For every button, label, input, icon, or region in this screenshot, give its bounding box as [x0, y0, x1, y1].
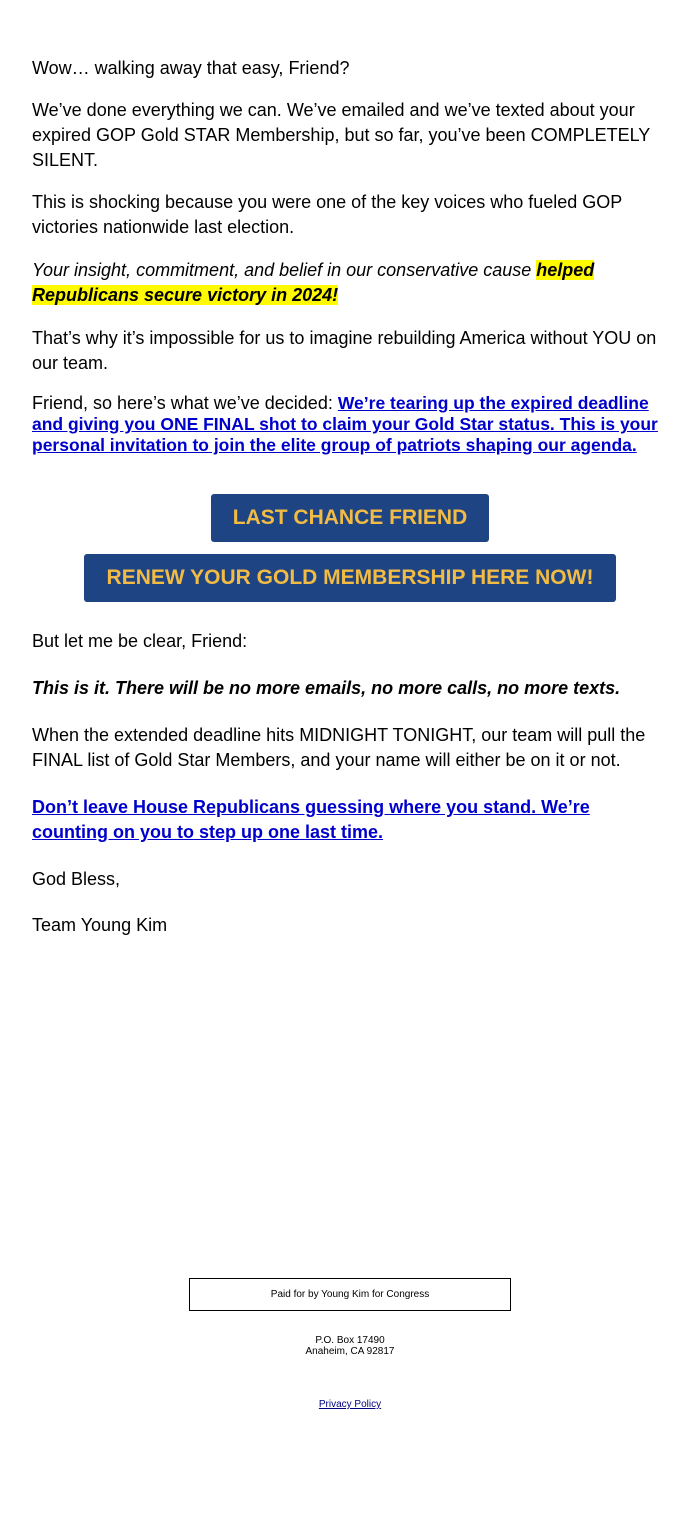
this-is-it-text: This is it. There will be no more emails, no more calls, no more texts. — [32, 678, 621, 698]
address-line-2: Anaheim, CA 92817 — [305, 1346, 395, 1357]
insight-highlight: helped Republicans secure victory in 2024! — [32, 260, 595, 305]
privacy-policy-container — [0, 1399, 700, 1410]
deadline-paragraph: When the extended deadline hits MIDNIGHT TONIGHT, our team will pull the FINAL list of Gold Star Members, and your name will either be on it or not. — [32, 725, 646, 770]
paid-for-box — [189, 1278, 511, 1311]
shocking-paragraph: This is shocking because you were one of the key voices who fueled GOP victories nationwide last election. — [32, 192, 622, 237]
done-everything-paragraph: We’ve done everything we can. We’ve emailed and we’ve texted about your expired GOP Gold STAR Membership, but so far, you’ve been COMPLETELY SILENT. — [32, 100, 650, 170]
offer-link[interactable]: We’re tearing up the expired deadline and giving you ONE FINAL shot to claim your Gold Star status. This is your personal invitation to join the elite group of patriots shaping our agenda. — [32, 393, 658, 455]
paid-for-text: Paid for by Young Kim for Congress — [270, 1289, 430, 1300]
greeting-text: Wow… walking away that easy, Friend? — [32, 58, 350, 78]
privacy-policy-link[interactable]: Privacy Policy — [318, 1399, 382, 1410]
insight-text: Your insight, commitment, and belief in our conservative cause — [32, 260, 537, 280]
address-line-1: P.O. Box 17490 — [315, 1335, 385, 1346]
offer-intro: Friend, so here’s what we’ve decided: — [32, 393, 338, 413]
closing-link-paragraph — [32, 795, 612, 845]
signature: Team Young Kim — [32, 915, 168, 935]
offer-paragraph — [32, 393, 672, 456]
insight-paragraph — [32, 258, 672, 308]
last-chance-button[interactable]: LAST CHANCE FRIEND — [211, 494, 489, 542]
sign-off: God Bless, — [32, 869, 121, 889]
closing-link[interactable]: Don’t leave House Republicans guessing where you stand. We’re counting on you to step up one last time. — [32, 797, 590, 842]
renew-membership-button[interactable]: RENEW YOUR GOLD MEMBERSHIP HERE NOW! — [84, 554, 616, 602]
clear-line: But let me be clear, Friend: — [32, 631, 248, 651]
impossible-paragraph: That’s why it’s impossible for us to imagine rebuilding America without YOU on our team. — [32, 328, 657, 373]
